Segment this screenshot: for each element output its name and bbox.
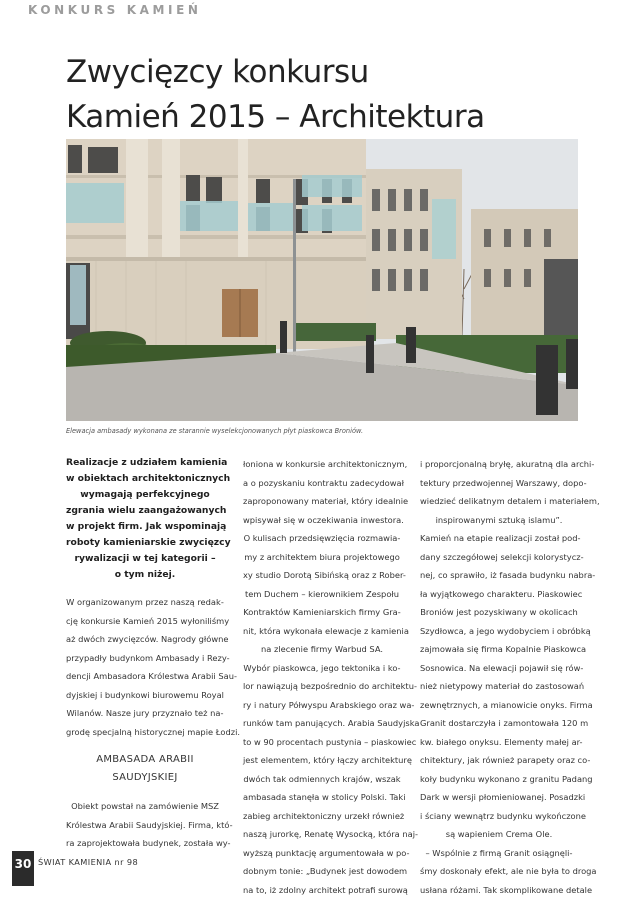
- subheading: [66, 751, 224, 787]
- body-line: Granit dostarczyła i zamontowała 120 m: [420, 714, 578, 733]
- body-line: na to, iż zdolny architekt potrafi surową: [243, 881, 401, 899]
- body-line: Dark w wersji płomieniowanej. Posadzki: [420, 788, 578, 807]
- body-line: zaproponowany materiał, który idealnie: [243, 492, 401, 511]
- lead-line: o tym niżej.: [66, 567, 224, 583]
- body-line: Broniów jest pozyskiwany w okolicach: [420, 603, 578, 622]
- photo-caption: Elewacja ambasady wykonana ze starannie wyselekcjonowanych płyt piaskowca Broniów.: [66, 427, 586, 435]
- body-line: zewnętrznych, a mianowicie onyks. Firma: [420, 696, 578, 715]
- body-line: lor nawiązują bezpośrednio do architektu-: [243, 677, 401, 696]
- body-line: wiedzieć delikatnym detalem i materiałem,: [420, 492, 578, 511]
- body-line: dwóch tak odmiennych krajów, wszak: [243, 770, 401, 789]
- body-line: nej, co sprawiło, iż fasada budynku nabra-: [420, 566, 578, 585]
- body-line: wyższą punktację argumentowała w po-: [243, 844, 401, 863]
- lead-line: w obiektach architektonicznych: [66, 471, 224, 487]
- body-line: xy studio Dorotą Sibińską oraz z Rober-: [243, 566, 401, 585]
- page-number: 30: [12, 851, 34, 886]
- body-line: ambasada stanęła w stolicy Polski. Taki: [243, 788, 401, 807]
- column-3: [420, 455, 578, 899]
- body-line: Kontraktów Kamieniarskich firmy Gra-: [243, 603, 401, 622]
- body-line: na zlecenie firmy Warbud SA.: [243, 640, 401, 659]
- embassy-building-illustration: [66, 139, 578, 421]
- body-line: i proporcjonalną bryłę, akuratną dla archi-: [420, 455, 578, 474]
- body-line: dobnym tonie: „Budynek jest dowodem: [243, 862, 401, 881]
- lead-paragraph: [66, 455, 224, 583]
- lead-line: Realizacje z udziałem kamienia: [66, 455, 224, 471]
- title-line-2: Kamień 2015 – Architektura: [66, 95, 586, 140]
- body-line: nież nietypowy materiał do zastosowań: [420, 677, 578, 696]
- body-paragraph: [66, 797, 224, 853]
- body-line: są wapieniem Crema Ole.: [420, 825, 578, 844]
- body-line: i ściany wewnątrz budynku wykończone: [420, 807, 578, 826]
- body-line: a o pozyskaniu kontraktu zadecydował: [243, 474, 401, 493]
- body-line: Sosnowica. Na elewacji pojawił się rów-: [420, 659, 578, 678]
- lead-line: rywalizacji w tej kategorii –: [66, 551, 224, 567]
- body-line: przypadły budynkom Ambasady i Rezy-: [66, 649, 224, 668]
- body-line: runków tam panujących. Arabia Saudyjska: [243, 714, 401, 733]
- body-line: – Wspólnie z firmą Granit osiągnęli-: [420, 844, 578, 863]
- body-line: śmy doskonały efekt, ale nie była to droga: [420, 862, 578, 881]
- body-line: tem Duchem – kierownikiem Zespołu: [243, 585, 401, 604]
- body-line: to w 90 procentach pustynia – piaskowiec: [243, 733, 401, 752]
- body-line: dyjskiej i budynkowi biurowemu Royal: [66, 686, 224, 705]
- body-line: aż dwóch zwycięzców. Nagrody główne: [66, 630, 224, 649]
- body-line: dencji Ambasadora Królestwa Arabii Sau-: [66, 667, 224, 686]
- body-line: chitektury, jak również parapety oraz co-: [420, 751, 578, 770]
- body-line: nit, która wykonała elewacje z kamienia: [243, 622, 401, 641]
- body-line: jest elementem, który łączy architekturę: [243, 751, 401, 770]
- column-2: [243, 455, 401, 899]
- body-line: dany szczegółowej selekcji kolorystycz-: [420, 548, 578, 567]
- publication-name: ŚWIAT KAMIENIA nr 98: [38, 857, 138, 867]
- article-title: [66, 50, 586, 140]
- body-line: Wybór piaskowca, jego tektonika i ko-: [243, 659, 401, 678]
- section-label: KONKURS KAMIEŃ: [28, 3, 202, 17]
- body-line: usłana różami. Tak skomplikowane detale: [420, 881, 578, 899]
- body-line: Szydłowca, a jego wydobyciem i obróbką: [420, 622, 578, 641]
- body-line: zajmowała się firma Kopalnie Piaskowca: [420, 640, 578, 659]
- body-line: łoniona w konkursie architektonicznym,: [243, 455, 401, 474]
- embassy-photo: [66, 139, 578, 421]
- subheading-line: SAUDYJSKIEJ: [66, 769, 224, 787]
- section-header: [0, 0, 634, 24]
- body-line: Obiekt powstał na zamówienie MSZ: [66, 797, 224, 816]
- body-line: koły budynku wykonano z granitu Padang: [420, 770, 578, 789]
- body-line: ra zaprojektowała budynek, została wy-: [66, 834, 224, 853]
- column-1: [66, 455, 224, 853]
- body-line: O kulisach przedsięwzięcia rozmawia-: [243, 529, 401, 548]
- body-line: my z architektem biura projektowego: [243, 548, 401, 567]
- subheading-line: AMBASADA ARABII: [66, 751, 224, 769]
- body-line: Kamień na etapie realizacji został pod-: [420, 529, 578, 548]
- body-line: cję konkursie Kamień 2015 wyłoniliśmy: [66, 612, 224, 631]
- body-line: Królestwa Arabii Saudyjskiej. Firma, któ-: [66, 816, 224, 835]
- lead-line: wymagają perfekcyjnego: [66, 487, 224, 503]
- title-line-1: Zwycięzcy konkursu: [66, 50, 586, 95]
- lead-line: roboty kamieniarskie zwycięzcy: [66, 535, 224, 551]
- body-paragraph: [66, 593, 224, 741]
- body-line: kw. białego onyksu. Elementy małej ar-: [420, 733, 578, 752]
- body-line: wpisywał się w oczekiwania inwestora.: [243, 511, 401, 530]
- lead-line: w projekt firm. Jak wspominają: [66, 519, 224, 535]
- body-line: grodę specjalną historycznej mapie Łodzi.: [66, 723, 224, 742]
- body-line: ła wyjątkowego charakteru. Piaskowiec: [420, 585, 578, 604]
- lead-line: zgrania wielu zaangażowanych: [66, 503, 224, 519]
- body-line: naszą jurorkę, Renatę Wysocką, która naj-: [243, 825, 401, 844]
- body-line: tektury przedwojennej Warszawy, dopo-: [420, 474, 578, 493]
- body-line: Wilanów. Nasze jury przyznało też na-: [66, 704, 224, 723]
- body-line: W organizowanym przez naszą redak-: [66, 593, 224, 612]
- body-line: ry i natury Półwyspu Arabskiego oraz wa-: [243, 696, 401, 715]
- body-line: zabieg architektoniczny urzekł również: [243, 807, 401, 826]
- body-line: inspirowanymi sztuką islamu”.: [420, 511, 578, 530]
